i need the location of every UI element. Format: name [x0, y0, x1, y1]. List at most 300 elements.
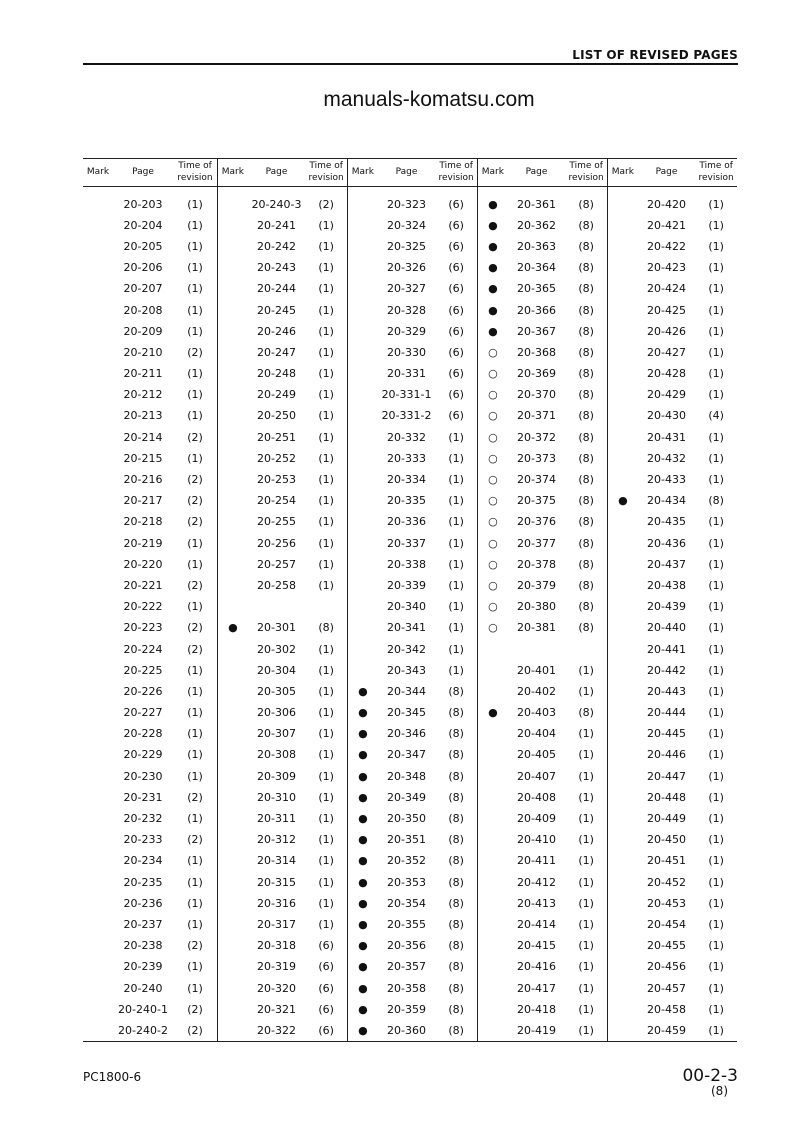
page-number: 20-451: [647, 854, 687, 868]
revision-number: (1): [448, 536, 464, 550]
mark-symbol: ●: [618, 494, 628, 508]
page-number: 20-450: [647, 833, 687, 847]
revision-number: (1): [578, 939, 594, 953]
header-group: [83, 159, 217, 186]
revision-number: (1): [187, 960, 203, 974]
page-number: 20-337: [387, 536, 427, 550]
table-row: [478, 363, 607, 384]
page-number: 20-440: [647, 621, 687, 635]
revision-number: (2): [187, 1002, 203, 1016]
table-row: [348, 808, 477, 829]
revision-number: (6): [448, 324, 464, 338]
table-row: [348, 766, 477, 787]
table-row: [608, 660, 737, 681]
revision-number: (1): [187, 854, 203, 868]
table-row: [478, 914, 607, 935]
table-row: [478, 808, 607, 829]
revision-number: (8): [578, 515, 594, 529]
column-group: [477, 187, 607, 1042]
revision-number: (1): [318, 875, 334, 889]
table-row: [608, 999, 737, 1020]
table-row: [608, 702, 737, 723]
page-number: 20-226: [123, 684, 163, 698]
revision-number: (1): [187, 388, 203, 402]
page-number: 20-321: [257, 1002, 297, 1016]
table-row: [478, 744, 607, 765]
page-number: 20-243: [257, 261, 297, 275]
page-number: 20-319: [257, 960, 297, 974]
table-row: [218, 977, 347, 998]
page-number: 20-229: [123, 748, 163, 762]
revision-number: (1): [578, 875, 594, 889]
table-row: [83, 448, 217, 469]
table-row: [478, 533, 607, 554]
table-row: [348, 448, 477, 469]
revision-number: (1): [708, 642, 724, 656]
page-number: 20-459: [647, 1023, 687, 1037]
page-number: 20-339: [387, 578, 427, 592]
mark-symbol: ○: [488, 473, 498, 487]
header-mark: Mark: [221, 167, 244, 178]
revision-number: (1): [578, 748, 594, 762]
table-row: [218, 914, 347, 935]
revision-number: (1): [318, 473, 334, 487]
page-number: 20-206: [123, 261, 163, 275]
page-number: 20-419: [517, 1023, 557, 1037]
mark-symbol: ●: [358, 960, 368, 974]
page-number: 20-367: [517, 324, 557, 338]
page-number: 20-335: [387, 494, 427, 508]
table-row: [608, 448, 737, 469]
revision-number: (6): [448, 239, 464, 253]
mark-symbol: ●: [358, 748, 368, 762]
table-row: [83, 363, 217, 384]
table-row: [83, 236, 217, 257]
revision-number: (6): [448, 388, 464, 402]
table-row: [218, 893, 347, 914]
table-row: [83, 469, 217, 490]
table-row: [348, 660, 477, 681]
mark-symbol: ●: [488, 261, 498, 275]
revision-number: (1): [578, 663, 594, 677]
page-number: 20-215: [123, 451, 163, 465]
table-row: [218, 723, 347, 744]
page-number: 20-240: [123, 981, 163, 995]
page-number: 20-357: [387, 960, 427, 974]
page-number: 20-358: [387, 981, 427, 995]
revision-number: (1): [187, 663, 203, 677]
page-number: 20-223: [123, 621, 163, 635]
page-number: 20-338: [387, 557, 427, 571]
revision-number: (8): [578, 430, 594, 444]
revision-number: (1): [708, 684, 724, 698]
revision-number: (8): [448, 790, 464, 804]
page-number: 20-372: [517, 430, 557, 444]
revision-number: (2): [187, 345, 203, 359]
revision-number: (1): [187, 557, 203, 571]
page-number: 20-347: [387, 748, 427, 762]
table-row: [348, 999, 477, 1020]
mark-symbol: ○: [488, 600, 498, 614]
revision-number: (2): [187, 515, 203, 529]
revised-pages-table: [83, 158, 737, 1042]
page-number: 20-231: [123, 790, 163, 804]
page-number: 20-407: [517, 769, 557, 783]
revision-number: (2): [187, 939, 203, 953]
table-row: [83, 257, 217, 278]
page-number: 20-342: [387, 642, 427, 656]
table-row: [478, 342, 607, 363]
table-row: [608, 617, 737, 638]
table-row: [608, 681, 737, 702]
page-number: 20-446: [647, 748, 687, 762]
revision-number: (8): [578, 473, 594, 487]
table-row: [83, 744, 217, 765]
column-group: [607, 187, 737, 1042]
table-row: [218, 787, 347, 808]
column-group: [347, 187, 477, 1042]
table-row: [218, 638, 347, 659]
table-row: [608, 533, 737, 554]
page-number: 20-305: [257, 684, 297, 698]
watermark-text: manuals-komatsu.com: [323, 88, 535, 111]
table-row: [608, 723, 737, 744]
mark-symbol: ●: [358, 939, 368, 953]
page-number: 20-344: [387, 684, 427, 698]
revision-number: (1): [318, 557, 334, 571]
page-number: 20-217: [123, 494, 163, 508]
page-number: 20-422: [647, 239, 687, 253]
revision-number: (2): [318, 197, 334, 211]
page-number: 20-213: [123, 409, 163, 423]
table-row: [218, 617, 347, 638]
page-number: 20-436: [647, 536, 687, 550]
page-number: 20-249: [257, 388, 297, 402]
table-row: [348, 299, 477, 320]
table-row: [218, 342, 347, 363]
table-row: [348, 236, 477, 257]
page-number: 20-252: [257, 451, 297, 465]
page-number: 20-356: [387, 939, 427, 953]
revision-number: (1): [448, 515, 464, 529]
table-row: [348, 215, 477, 236]
table-row: [83, 427, 217, 448]
revision-number: (8): [578, 578, 594, 592]
page-number: 20-219: [123, 536, 163, 550]
page-number: 20-376: [517, 515, 557, 529]
page-number: 20-256: [257, 536, 297, 550]
mark-symbol: ●: [488, 218, 498, 232]
page-number: 20-212: [123, 388, 163, 402]
page-number: 20-364: [517, 261, 557, 275]
table-row: [348, 956, 477, 977]
revision-number: (1): [578, 769, 594, 783]
revision-number: (1): [708, 875, 724, 889]
mark-symbol: ●: [228, 621, 238, 635]
page-number: 20-423: [647, 261, 687, 275]
table-row: [218, 766, 347, 787]
table-row: [478, 575, 607, 596]
page-number: 20-455: [647, 939, 687, 953]
page-number: 20-348: [387, 769, 427, 783]
header-mark: Mark: [611, 167, 634, 178]
table-row: [218, 935, 347, 956]
revision-number: (1): [318, 663, 334, 677]
page-number: 20-375: [517, 494, 557, 508]
mark-symbol: ○: [488, 621, 498, 635]
revision-number: (8): [578, 706, 594, 720]
table-row: [83, 872, 217, 893]
revision-number: (1): [318, 854, 334, 868]
mark-symbol: ●: [358, 684, 368, 698]
table-row: [608, 1020, 737, 1041]
page-number: 20-309: [257, 769, 297, 783]
table-row: [218, 1020, 347, 1041]
table-row: [83, 977, 217, 998]
table-row: [218, 744, 347, 765]
header-time-of-revision: Time of revision: [438, 161, 474, 184]
page-number: 20-257: [257, 557, 297, 571]
table-row: [83, 342, 217, 363]
mark-symbol: ●: [358, 917, 368, 931]
revision-number: (8): [448, 812, 464, 826]
revision-number: (8): [448, 769, 464, 783]
page-number: 20-221: [123, 578, 163, 592]
revision-number: (1): [578, 812, 594, 826]
table-row: [608, 236, 737, 257]
page-number: 20-317: [257, 917, 297, 931]
revision-number: (1): [318, 917, 334, 931]
table-row: [83, 533, 217, 554]
revision-number: (1): [708, 557, 724, 571]
page-number: 20-248: [257, 367, 297, 381]
table-row: [608, 850, 737, 871]
revision-number: (1): [187, 303, 203, 317]
table-row: [348, 575, 477, 596]
page-number: 20-312: [257, 833, 297, 847]
table-row: [608, 808, 737, 829]
revision-number: (8): [578, 388, 594, 402]
table-row: [348, 638, 477, 659]
mark-symbol: ●: [488, 197, 498, 211]
table-row: [348, 935, 477, 956]
table-row: [348, 490, 477, 511]
revision-number: (1): [318, 345, 334, 359]
revision-number: (8): [448, 727, 464, 741]
page-number: 20-224: [123, 642, 163, 656]
mark-symbol: ○: [488, 388, 498, 402]
table-row: [608, 872, 737, 893]
revision-number: (1): [708, 939, 724, 953]
table-row: [478, 893, 607, 914]
header-mark: Mark: [481, 167, 504, 178]
revision-number: (8): [448, 706, 464, 720]
table-row: [478, 554, 607, 575]
revision-number: (1): [448, 473, 464, 487]
header-group: [347, 159, 477, 186]
mark-symbol: ●: [488, 239, 498, 253]
revision-number: (1): [578, 981, 594, 995]
page-number: 20-244: [257, 282, 297, 296]
revision-number: (1): [708, 663, 724, 677]
table-row: [478, 194, 607, 215]
revision-number: (1): [578, 1002, 594, 1016]
revision-number: (6): [448, 218, 464, 232]
page-number: 20-444: [647, 706, 687, 720]
revision-number: (8): [448, 939, 464, 953]
page-number: 20-414: [517, 917, 557, 931]
table-row: [218, 384, 347, 405]
page-number: 20-310: [257, 790, 297, 804]
table-row: [478, 956, 607, 977]
revision-number: (8): [578, 536, 594, 550]
table-row: [478, 681, 607, 702]
table-row: [348, 914, 477, 935]
header-time-of-revision: Time of revision: [177, 161, 213, 184]
section-title: LIST OF REVISED PAGES: [572, 48, 738, 62]
table-row: [218, 956, 347, 977]
revision-number: (6): [448, 345, 464, 359]
revision-number: (1): [187, 875, 203, 889]
revision-number: (1): [708, 896, 724, 910]
page-number: 20-412: [517, 875, 557, 889]
table-row: [608, 766, 737, 787]
page-number: 20-233: [123, 833, 163, 847]
page-number: 20-240-1: [118, 1002, 168, 1016]
revision-number: (1): [448, 663, 464, 677]
table-row: [83, 829, 217, 850]
page-number: 20-304: [257, 663, 297, 677]
revision-number: (1): [187, 261, 203, 275]
revision-number: (1): [318, 239, 334, 253]
revision-number: (1): [318, 303, 334, 317]
revision-number: (1): [318, 896, 334, 910]
revision-number: (1): [187, 769, 203, 783]
revision-number: (1): [318, 367, 334, 381]
revision-number: (1): [187, 324, 203, 338]
page-number: 20-306: [257, 706, 297, 720]
table-row: [83, 850, 217, 871]
mark-symbol: ●: [358, 769, 368, 783]
table-row: [478, 321, 607, 342]
table-row: [478, 766, 607, 787]
table-row: [608, 977, 737, 998]
page-number: 20-333: [387, 451, 427, 465]
header-page: Page: [655, 167, 678, 178]
table-row: [348, 257, 477, 278]
revision-number: (1): [187, 451, 203, 465]
revision-number: (8): [578, 324, 594, 338]
table-row: [608, 405, 737, 426]
revision-number: (1): [578, 854, 594, 868]
revision-number: (1): [708, 981, 724, 995]
page-number: 20-433: [647, 473, 687, 487]
page-number: 20-341: [387, 621, 427, 635]
header-group: [477, 159, 607, 186]
table-row: [608, 427, 737, 448]
revision-number: (1): [318, 684, 334, 698]
mark-symbol: ●: [358, 875, 368, 889]
table-row: [218, 999, 347, 1020]
revision-number: (1): [708, 451, 724, 465]
page-number: 20-374: [517, 473, 557, 487]
revision-number: (1): [318, 218, 334, 232]
table-row: [218, 596, 347, 617]
revision-number: (8): [578, 197, 594, 211]
table-row: [608, 278, 737, 299]
table-row: [608, 215, 737, 236]
revision-number: (1): [318, 578, 334, 592]
revision-number: (1): [578, 833, 594, 847]
revision-number: (1): [708, 600, 724, 614]
table-row: [83, 681, 217, 702]
table-row: [83, 617, 217, 638]
footer-revision: (8): [711, 1084, 728, 1098]
header-time-of-revision: Time of revision: [698, 161, 734, 184]
page-number: 20-408: [517, 790, 557, 804]
table-row: [478, 511, 607, 532]
page-number: 20-432: [647, 451, 687, 465]
page-number: 20-409: [517, 812, 557, 826]
column-group: [217, 187, 347, 1042]
page-number: 20-334: [387, 473, 427, 487]
page-number: 20-214: [123, 430, 163, 444]
table-row: [218, 278, 347, 299]
mark-symbol: ○: [488, 451, 498, 465]
revision-number: (1): [318, 727, 334, 741]
table-row: [348, 405, 477, 426]
revision-number: (1): [708, 1002, 724, 1016]
revision-number: (1): [448, 557, 464, 571]
table-row: [348, 533, 477, 554]
revision-number: (1): [318, 261, 334, 275]
table-row: [218, 215, 347, 236]
page-number: 20-429: [647, 388, 687, 402]
footer-model: PC1800-6: [83, 1070, 142, 1084]
revision-number: (1): [318, 324, 334, 338]
table-row: [83, 935, 217, 956]
table-row: [83, 215, 217, 236]
revision-number: (1): [187, 409, 203, 423]
revision-number: (8): [578, 303, 594, 317]
mark-symbol: ○: [488, 494, 498, 508]
revision-number: (6): [448, 409, 464, 423]
mark-symbol: ●: [358, 981, 368, 995]
page-number: 20-258: [257, 578, 297, 592]
revision-number: (8): [578, 282, 594, 296]
table-row: [608, 596, 737, 617]
revision-number: (1): [318, 833, 334, 847]
page-number: 20-323: [387, 197, 427, 211]
page-number: 20-301: [257, 621, 297, 635]
revision-number: (1): [187, 748, 203, 762]
table-row: [478, 977, 607, 998]
page-number: 20-368: [517, 345, 557, 359]
table-row: [478, 617, 607, 638]
mark-symbol: ●: [358, 790, 368, 804]
revision-number: (6): [448, 367, 464, 381]
page-number: 20-434: [647, 494, 687, 508]
page-number: 20-352: [387, 854, 427, 868]
revision-number: (6): [318, 1002, 334, 1016]
mark-symbol: ●: [488, 282, 498, 296]
revision-number: (1): [187, 917, 203, 931]
revision-number: (1): [708, 1023, 724, 1037]
page-number: 20-403: [517, 706, 557, 720]
table-row: [348, 1020, 477, 1041]
header-group: [607, 159, 737, 186]
revision-number: (1): [708, 727, 724, 741]
